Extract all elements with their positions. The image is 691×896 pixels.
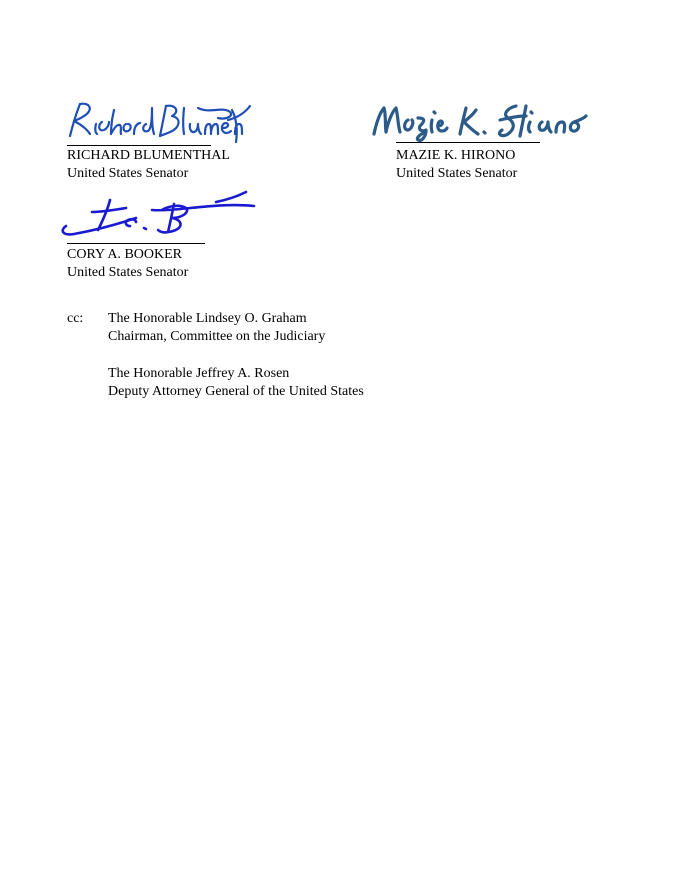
signatory-name-booker: CORY A. BOOKER [67,247,183,262]
cc-recipient-1-name: The Honorable Lindsey O. Graham [108,311,307,326]
cc-recipient-2-title: Deputy Attorney General of the United States [108,384,364,399]
signature-line-blumenthal [67,145,211,146]
signatory-title-blumenthal: United States Senator [67,166,189,181]
cc-recipient-1-title: Chairman, Committee on the Judiciary [108,329,326,344]
signature-booker-icon [56,190,262,240]
cc-label: cc: [67,311,84,326]
signature-line-hirono [396,142,540,143]
signature-line-booker [67,243,205,244]
signatory-name-blumenthal: RICHARD BLUMENTHAL [67,148,230,163]
signatory-title-hirono: United States Senator [396,166,518,181]
signature-hirono-icon [368,98,588,146]
signatory-name-hirono: MAZIE K. HIRONO [396,148,516,163]
cc-recipient-2-name: The Honorable Jeffrey A. Rosen [108,366,290,381]
signature-blumenthal-icon [62,98,252,144]
signatory-title-booker: United States Senator [67,265,189,280]
